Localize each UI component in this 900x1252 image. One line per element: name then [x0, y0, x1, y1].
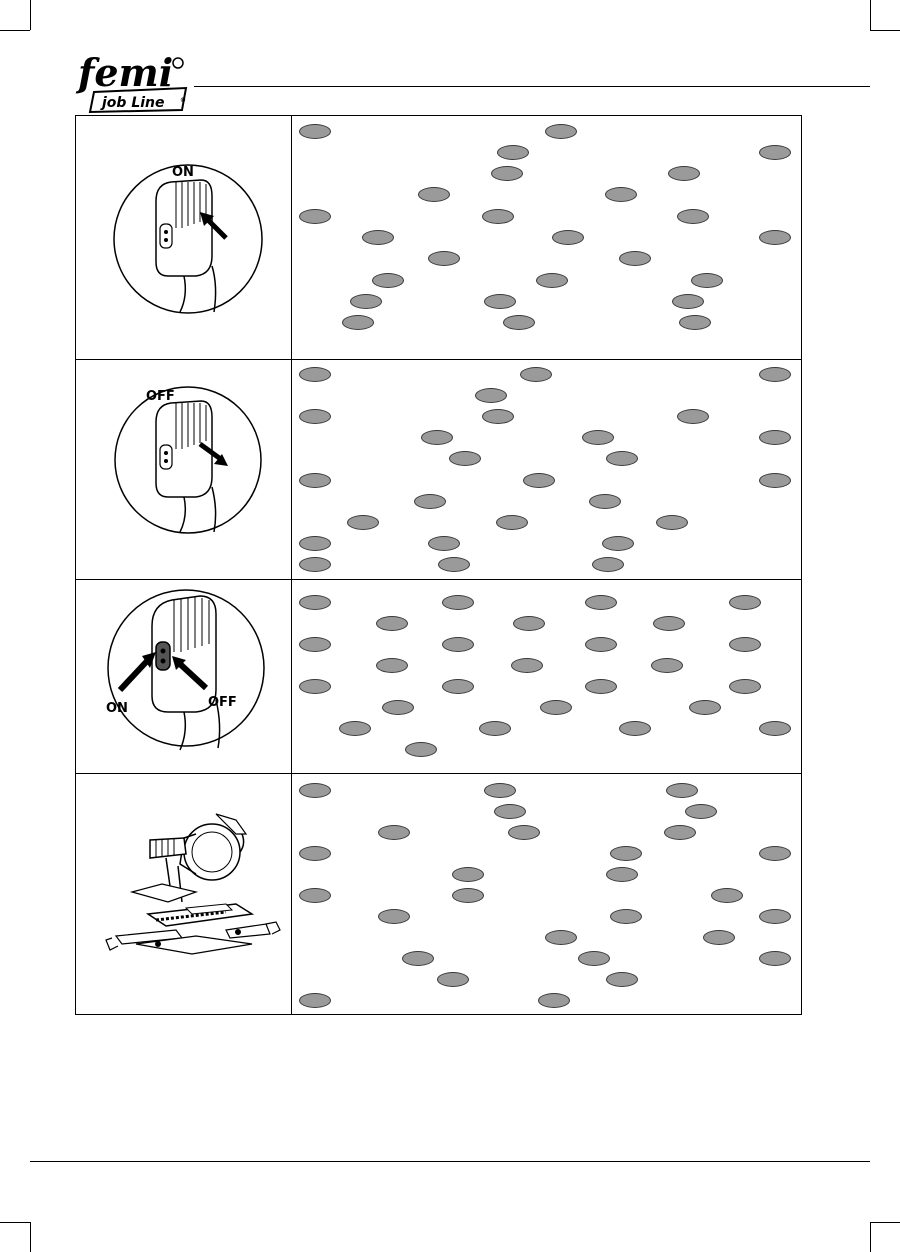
redacted-text — [437, 972, 469, 987]
on-label: ON — [172, 165, 194, 180]
redacted-text — [545, 930, 577, 945]
redacted-text — [405, 742, 437, 757]
crop-mark — [870, 1222, 871, 1252]
redacted-text — [299, 124, 331, 139]
redacted-text — [497, 145, 529, 160]
miter-saw-illustration — [76, 774, 291, 1014]
text-cell — [292, 360, 801, 579]
figure-cell — [76, 360, 292, 579]
redacted-text — [299, 409, 331, 424]
redacted-text — [578, 951, 610, 966]
redacted-text — [729, 637, 761, 652]
redacted-text — [442, 595, 474, 610]
redacted-text — [402, 951, 434, 966]
redacted-text — [689, 700, 721, 715]
redacted-text — [484, 783, 516, 798]
lock-on-label: ON — [106, 701, 128, 716]
redacted-text — [545, 124, 577, 139]
redacted-text — [677, 209, 709, 224]
table-row — [76, 774, 801, 1014]
redacted-text — [496, 515, 528, 530]
redacted-text — [449, 451, 481, 466]
redacted-text — [347, 515, 379, 530]
redacted-text — [619, 721, 651, 736]
redacted-text — [372, 273, 404, 288]
crop-mark — [870, 1222, 900, 1223]
redacted-text — [605, 187, 637, 202]
footer-rule — [30, 1161, 870, 1162]
redacted-text — [585, 595, 617, 610]
off-label: OFF — [146, 389, 175, 404]
redacted-text — [428, 536, 460, 551]
logo-product-line: job Line — [102, 95, 165, 111]
redacted-text — [418, 187, 450, 202]
redacted-text — [610, 909, 642, 924]
crop-mark — [0, 30, 30, 31]
redacted-text — [376, 658, 408, 673]
redacted-text — [677, 409, 709, 424]
redacted-text — [299, 846, 331, 861]
redacted-text — [759, 909, 791, 924]
redacted-text — [610, 846, 642, 861]
redacted-text — [511, 658, 543, 673]
crop-mark — [30, 0, 31, 30]
redacted-text — [299, 209, 331, 224]
redacted-text — [299, 595, 331, 610]
switch-off-figure — [76, 360, 291, 579]
redacted-text — [299, 536, 331, 551]
redacted-text — [484, 294, 516, 309]
redacted-text — [452, 888, 484, 903]
redacted-text — [668, 166, 700, 181]
lock-off-label: OFF — [208, 695, 237, 710]
redacted-text — [759, 721, 791, 736]
redacted-text — [585, 637, 617, 652]
redacted-text — [540, 700, 572, 715]
redacted-text — [342, 315, 374, 330]
redacted-text — [299, 783, 331, 798]
redacted-text — [759, 846, 791, 861]
redacted-text — [382, 700, 414, 715]
redacted-text — [523, 473, 555, 488]
redacted-text — [589, 494, 621, 509]
lock-button-figure — [76, 580, 291, 773]
header-rule — [194, 86, 870, 87]
redacted-text — [672, 294, 704, 309]
logo-wordmark: femi — [78, 50, 174, 95]
redacted-text — [759, 430, 791, 445]
redacted-text — [378, 909, 410, 924]
redacted-text — [428, 251, 460, 266]
brand-logo — [74, 50, 194, 116]
redacted-text — [452, 867, 484, 882]
instruction-table — [75, 115, 802, 1015]
redacted-text — [606, 867, 638, 882]
redacted-text — [299, 557, 331, 572]
redacted-text — [442, 637, 474, 652]
redacted-text — [339, 721, 371, 736]
redacted-text — [619, 251, 651, 266]
redacted-text — [759, 145, 791, 160]
redacted-text — [653, 616, 685, 631]
redacted-text — [494, 804, 526, 819]
redacted-text — [299, 888, 331, 903]
switch-on-figure — [76, 116, 291, 359]
crop-mark — [0, 1222, 30, 1223]
redacted-text — [299, 993, 331, 1008]
figure-cell — [76, 116, 292, 359]
redacted-text — [479, 721, 511, 736]
redacted-text — [711, 888, 743, 903]
redacted-text — [759, 951, 791, 966]
redacted-text — [491, 166, 523, 181]
redacted-text — [582, 430, 614, 445]
redacted-text — [376, 616, 408, 631]
redacted-text — [350, 294, 382, 309]
redacted-text — [299, 679, 331, 694]
text-cell — [292, 774, 801, 1014]
figure-cell — [76, 580, 292, 773]
redacted-text — [299, 473, 331, 488]
redacted-text — [421, 430, 453, 445]
redacted-text — [414, 494, 446, 509]
redacted-text — [664, 825, 696, 840]
table-row — [76, 580, 801, 774]
crop-mark — [870, 0, 871, 30]
redacted-text — [592, 557, 624, 572]
redacted-text — [606, 972, 638, 987]
redacted-text — [691, 273, 723, 288]
redacted-text — [438, 557, 470, 572]
redacted-text — [759, 473, 791, 488]
redacted-text — [299, 367, 331, 382]
redacted-text — [508, 825, 540, 840]
text-cell — [292, 116, 801, 359]
redacted-text — [520, 367, 552, 382]
redacted-text — [679, 315, 711, 330]
redacted-text — [378, 825, 410, 840]
registered-mark: ® — [180, 97, 186, 104]
redacted-text — [606, 451, 638, 466]
redacted-text — [513, 616, 545, 631]
figure-cell — [76, 774, 292, 1014]
redacted-text — [585, 679, 617, 694]
redacted-text — [729, 679, 761, 694]
redacted-text — [552, 230, 584, 245]
redacted-text — [703, 930, 735, 945]
table-row — [76, 360, 801, 580]
redacted-text — [666, 783, 698, 798]
redacted-text — [759, 230, 791, 245]
redacted-text — [656, 515, 688, 530]
redacted-text — [482, 209, 514, 224]
crop-mark — [30, 1222, 31, 1252]
redacted-text — [602, 536, 634, 551]
text-cell — [292, 580, 801, 773]
redacted-text — [503, 315, 535, 330]
redacted-text — [729, 595, 761, 610]
redacted-text — [475, 388, 507, 403]
redacted-text — [538, 993, 570, 1008]
redacted-text — [536, 273, 568, 288]
redacted-text — [759, 367, 791, 382]
table-row — [76, 116, 801, 360]
redacted-text — [362, 230, 394, 245]
crop-mark — [870, 30, 900, 31]
redacted-text — [299, 637, 331, 652]
redacted-text — [442, 679, 474, 694]
redacted-text — [651, 658, 683, 673]
redacted-text — [685, 804, 717, 819]
redacted-text — [482, 409, 514, 424]
